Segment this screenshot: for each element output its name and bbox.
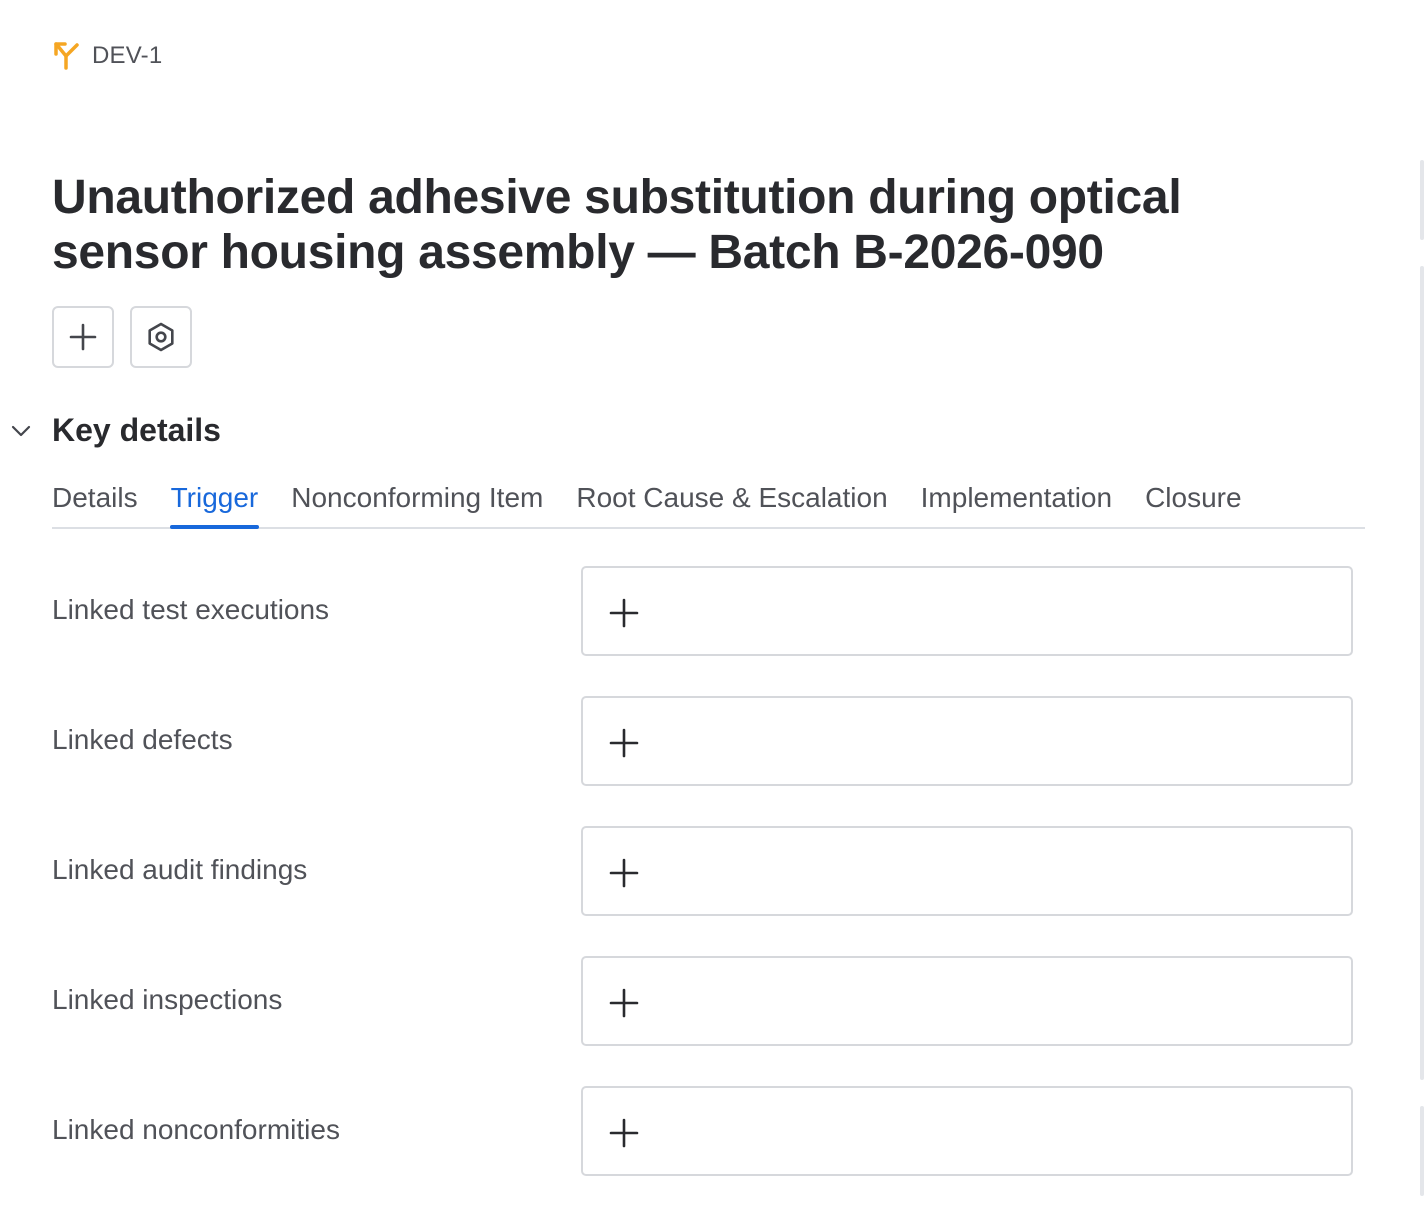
field-label: Linked test executions: [52, 594, 330, 625]
field-linked-nonconformities: [52, 1086, 1354, 1176]
tab-details[interactable]: Details: [52, 482, 138, 513]
deviation-issue-type-icon: [52, 40, 82, 72]
key-details-tabs: [52, 470, 1365, 529]
issue-toolbar: [52, 306, 192, 368]
field-label: Linked defects: [52, 724, 233, 755]
linked-defects-field[interactable]: [581, 696, 1353, 786]
linked-inspections-field[interactable]: [581, 956, 1353, 1046]
scrollbar-track[interactable]: [1420, 266, 1424, 1080]
tab-closure[interactable]: Closure: [1145, 482, 1242, 513]
field-linked-inspections: [52, 956, 1354, 1046]
breadcrumb-issue-link[interactable]: [52, 40, 162, 72]
apps-hexagon-icon: [145, 321, 177, 353]
key-details-section-toggle[interactable]: [8, 412, 221, 449]
add-button[interactable]: [52, 306, 114, 368]
field-label: Linked inspections: [52, 984, 283, 1015]
section-title: Key details: [52, 412, 221, 448]
tab-trigger[interactable]: Trigger: [171, 470, 259, 527]
field-label: Linked audit findings: [52, 854, 308, 885]
tab-root-cause-escalation[interactable]: Root Cause & Escalation: [576, 482, 888, 513]
side-panel-edge: [1420, 1106, 1424, 1196]
tab-implementation[interactable]: Implementation: [920, 482, 1113, 513]
field-linked-defects: [52, 696, 1354, 786]
field-linked-audit-findings: [52, 826, 1354, 916]
apps-button[interactable]: [130, 306, 192, 368]
linked-audit-findings-field[interactable]: [581, 826, 1353, 916]
trigger-fields: [52, 566, 1354, 1214]
field-linked-test-executions: [52, 566, 1354, 656]
chevron-down-icon: [8, 418, 34, 444]
add-icon[interactable]: [609, 988, 639, 1018]
linked-test-executions-field[interactable]: [581, 566, 1353, 656]
add-icon[interactable]: [609, 858, 639, 888]
issue-title[interactable]: Unauthorized adhesive substitution during optical sensor housing assembly — Batch B-2026-090: [52, 171, 1182, 279]
field-label: Linked nonconformities: [52, 1114, 340, 1145]
add-icon[interactable]: [609, 1118, 639, 1148]
issue-key[interactable]: DEV-1: [92, 42, 163, 69]
tab-nonconforming-item[interactable]: Nonconforming Item: [291, 482, 544, 513]
linked-nonconformities-field[interactable]: [581, 1086, 1353, 1176]
side-panel-edge: [1420, 160, 1424, 240]
add-icon[interactable]: [609, 728, 639, 758]
add-icon[interactable]: [609, 598, 639, 628]
add-icon: [68, 322, 98, 352]
